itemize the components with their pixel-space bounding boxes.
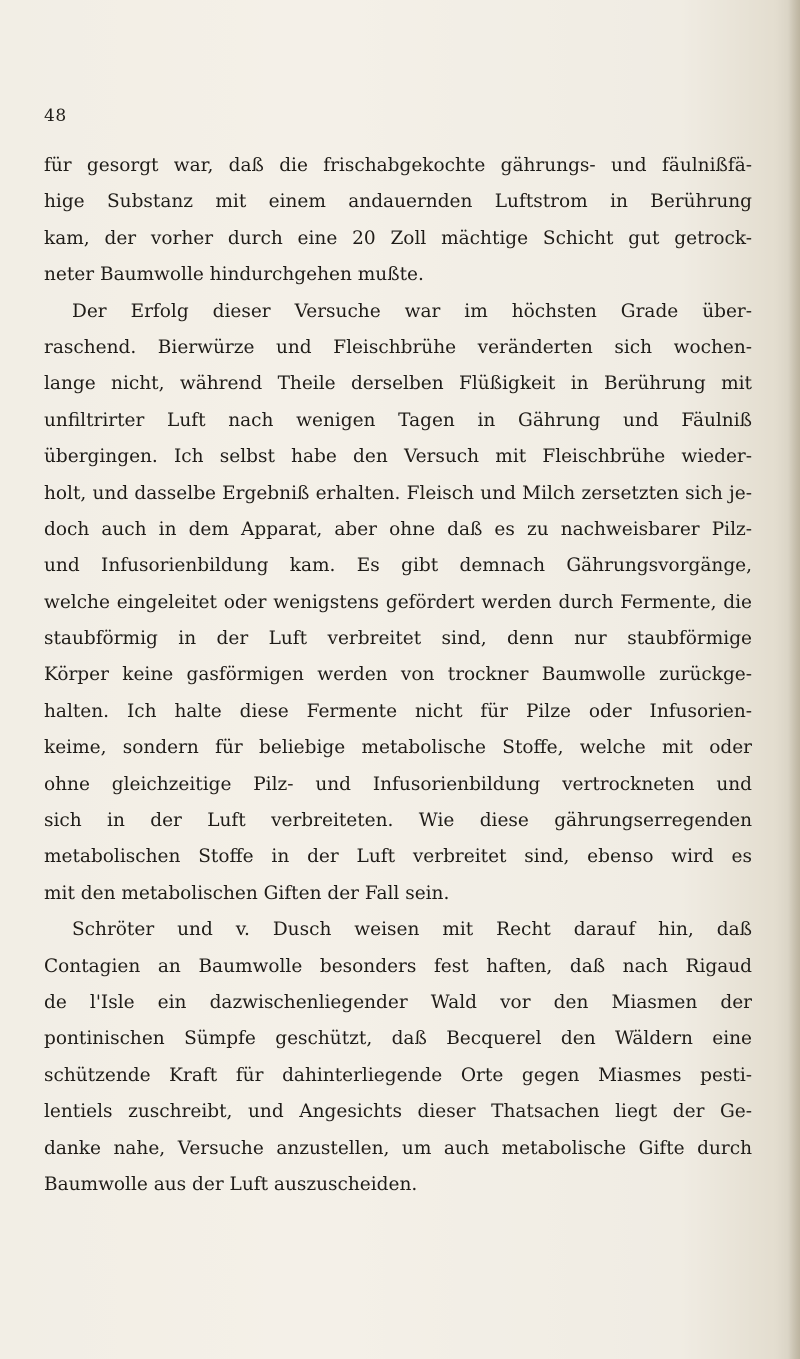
text-line: mit den metabolischen Giften der Fall sein.: [44, 882, 450, 904]
text-line: ohne gleichzeitige Pilz- und Infusorienbildung vertrockneten und: [44, 773, 752, 795]
text-line: keime, sondern für beliebige metabolische Stoffe, welche mit oder: [44, 737, 752, 759]
text-line: Schröter und v. Dusch weisen mit Recht darauf hin, daß: [72, 919, 752, 941]
text-line: staubförmig in der Luft verbreitet sind, denn nur staubförmige: [44, 628, 752, 650]
text-line: Der Erfolg dieser Versuche war im höchsten Grade über-: [72, 300, 752, 322]
text-line: halten. Ich halte diese Fermente nicht für Pilze oder Infusorien-: [44, 700, 752, 722]
text-line: unfiltrirter Luft nach wenigen Tagen in Gährung und Fäulniß: [44, 409, 752, 431]
text-line: übergingen. Ich selbst habe den Versuch mit Fleischbrühe wieder-: [44, 446, 752, 468]
text-line: welche eingeleitet oder wenigstens gefördert werden durch Fermente, die: [44, 591, 752, 613]
text-line: sich in der Luft verbreiteten. Wie diese gährungserregenden: [44, 810, 752, 832]
text-line: schützende Kraft für dahinterliegende Orte gegen Miasmes pesti-: [44, 1064, 752, 1086]
page-edge-shadow: [788, 0, 800, 1359]
text-line: für gesorgt war, daß die frischabgekochte gährungs- und fäulnißfä-: [44, 155, 752, 176]
text-line: metabolischen Stoffe in der Luft verbreitet sind, ebenso wird es: [44, 846, 752, 868]
text-line: doch auch in dem Apparat, aber ohne daß es zu nachweisbarer Pilz-: [44, 518, 752, 540]
text-line: Contagien an Baumwolle besonders fest haften, daß nach Rigaud: [44, 955, 752, 977]
text-line: und Infusorienbildung kam. Es gibt demnach Gährungsvorgänge,: [44, 555, 752, 577]
body-text: [44, 148, 752, 1203]
text-line: holt, und dasselbe Ergebniß erhalten. Fleisch und Milch zersetzten sich je-: [44, 482, 752, 504]
page-number: 48: [44, 106, 67, 126]
text-line: de l'Isle ein dazwischenliegender Wald vor den Miasmen der: [44, 991, 752, 1013]
text-line: kam, der vorher durch eine 20 Zoll mächtige Schicht gut getrock-: [44, 227, 752, 249]
text-line: hige Substanz mit einem andauernden Luftstrom in Berührung: [44, 191, 752, 213]
text-line: Baumwolle aus der Luft auszuscheiden.: [44, 1173, 418, 1195]
text-line: raschend. Bierwürze und Fleischbrühe veränderten sich wochen-: [44, 336, 752, 358]
text-line: pontinischen Sümpfe geschützt, daß Becquerel den Wäldern eine: [44, 1028, 752, 1050]
text-line: lange nicht, während Theile derselben Flüßigkeit in Berührung mit: [44, 373, 752, 395]
text-line: danke nahe, Versuche anzustellen, um auch metabolische Gifte durch: [44, 1137, 752, 1159]
text-line: neter Baumwolle hindurchgehen mußte.: [44, 264, 424, 286]
text-line: lentiels zuschreibt, und Angesichts dieser Thatsachen liegt der Ge-: [44, 1101, 752, 1123]
text-line: Körper keine gasförmigen werden von trockner Baumwolle zurückge-: [44, 664, 752, 686]
